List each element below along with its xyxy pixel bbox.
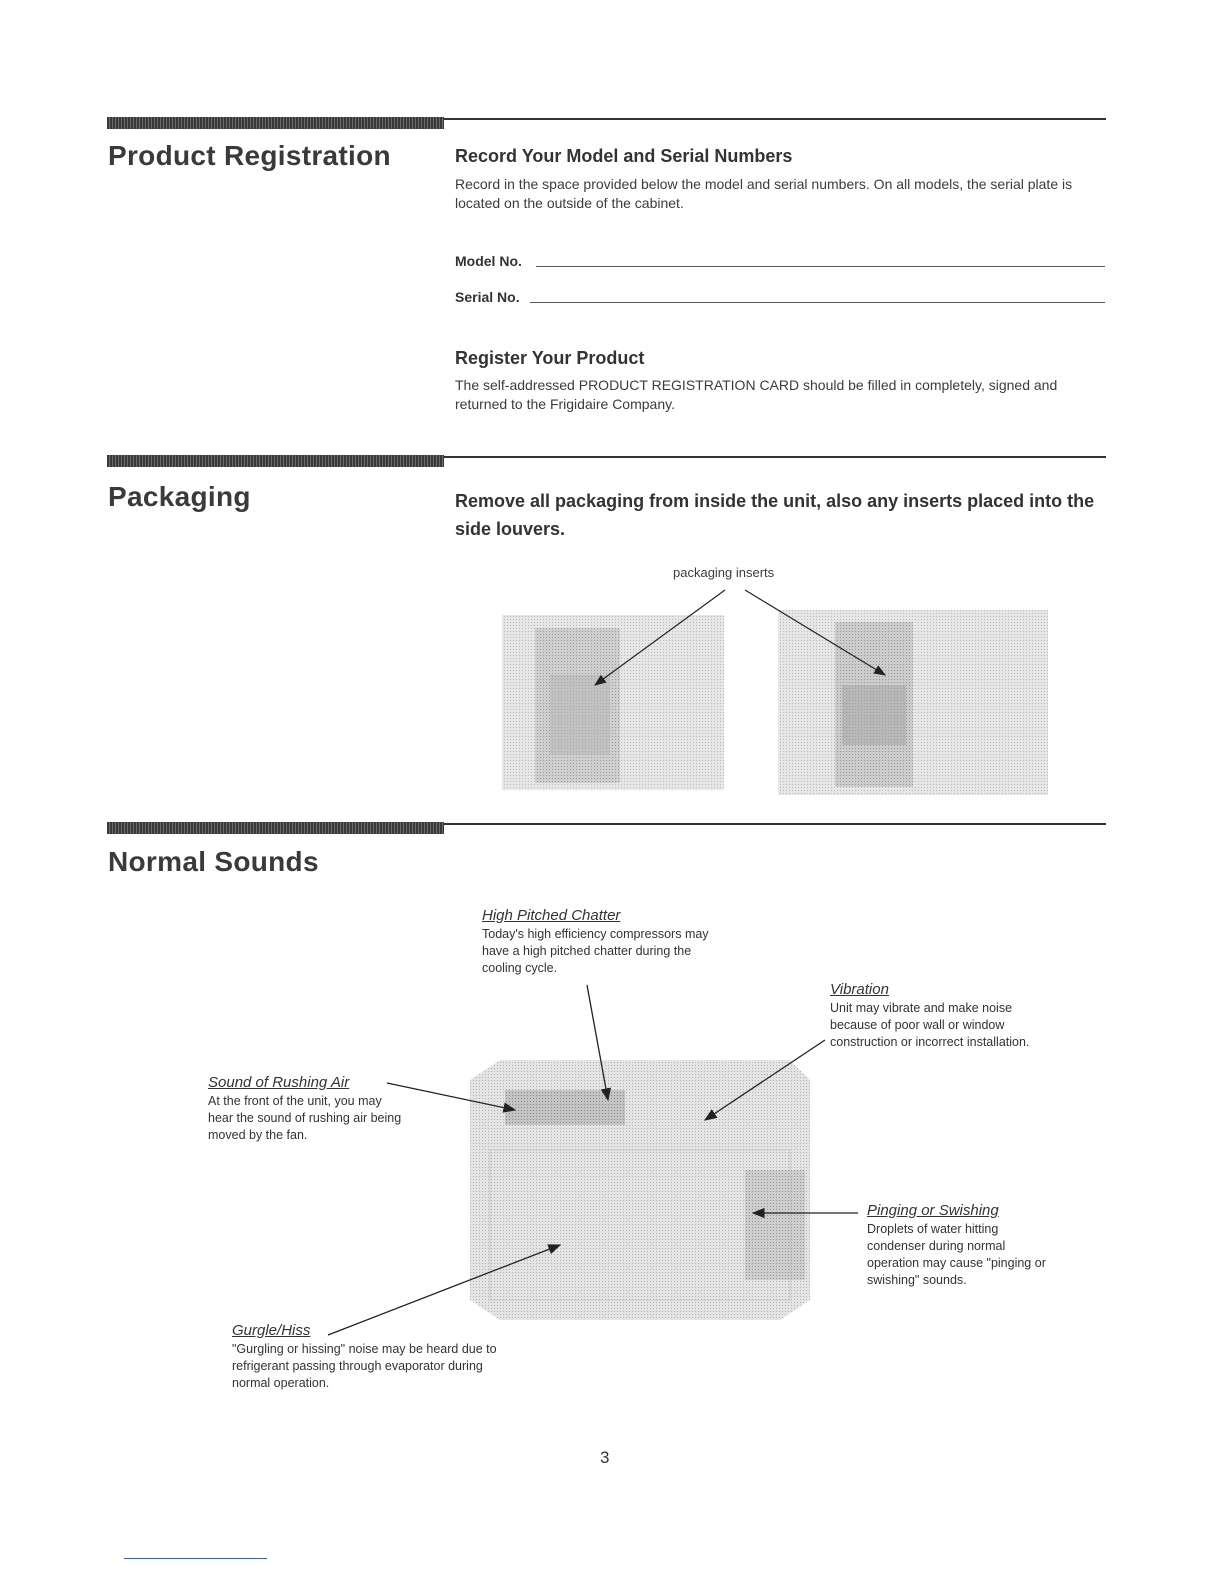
air-conditioner-image — [470, 1060, 810, 1320]
section-divider-line — [444, 823, 1106, 825]
sound-description: Unit may vibrate and make noise because of poor wall or window construction or incorrect installation. — [830, 1001, 1030, 1049]
section-divider-bar — [107, 822, 444, 834]
section-divider-bar — [107, 455, 444, 467]
page-number: 3 — [600, 1448, 610, 1467]
section-title-registration: Product Registration — [108, 140, 391, 171]
section-divider-line — [444, 118, 1106, 120]
sound-description: At the front of the unit, you may hear the sound of rushing air being moved by the fan. — [208, 1094, 402, 1142]
model-number-line[interactable] — [536, 266, 1105, 267]
sound-title: High Pitched Chatter — [482, 907, 621, 924]
model-number-label: Model No. — [455, 253, 522, 269]
sound-title: Pinging or Swishing — [867, 1202, 999, 1219]
packaging-instruction: Remove all packaging from inside the unit, also any inserts placed into the side louvers. — [455, 491, 1095, 539]
serial-number-label: Serial No. — [455, 289, 520, 305]
section-title-sounds: Normal Sounds — [108, 846, 319, 877]
record-numbers-heading: Record Your Model and Serial Numbers — [455, 146, 793, 166]
sound-description: Today's high efficiency compressors may have a high pitched chatter during the cooling cycle. — [482, 927, 709, 975]
sound-item-vibration — [830, 981, 1055, 1051]
section-divider-line — [444, 456, 1106, 458]
packaging-illustration — [480, 580, 1060, 800]
serial-number-line[interactable] — [530, 302, 1105, 303]
sound-item-rushing-air — [208, 1074, 408, 1144]
sound-description: "Gurgling or hissing" noise may be heard due to refrigerant passing through evaporator during normal operation. — [232, 1342, 497, 1390]
section-title-packaging: Packaging — [108, 481, 251, 512]
register-product-heading: Register Your Product — [455, 348, 645, 368]
sound-title: Sound of Rushing Air — [208, 1074, 350, 1091]
sound-title: Vibration — [830, 981, 889, 998]
record-numbers-text: Record in the space provided below the model and serial numbers. On all models, the serial plate is located on the outside of the cabinet. — [455, 176, 1073, 211]
sound-item-gurgle — [232, 1322, 497, 1392]
register-product-text: The self-addressed PRODUCT REGISTRATION CARD should be filled in completely, signed and returned to the Frigidaire Company. — [455, 377, 1058, 412]
sound-description: Droplets of water hitting condenser during normal operation may cause "pinging or swishing" sounds. — [867, 1222, 1046, 1287]
packaging-inserts-caption: packaging inserts — [673, 565, 775, 580]
sound-item-chatter — [482, 907, 712, 977]
ac-unit-left-image — [502, 615, 724, 790]
section-divider-bar — [107, 117, 444, 129]
ac-unit-right-image — [778, 610, 1048, 795]
footer-line — [124, 1558, 267, 1559]
sound-item-pinging — [867, 1202, 1057, 1289]
sound-title: Gurgle/Hiss — [232, 1322, 311, 1339]
